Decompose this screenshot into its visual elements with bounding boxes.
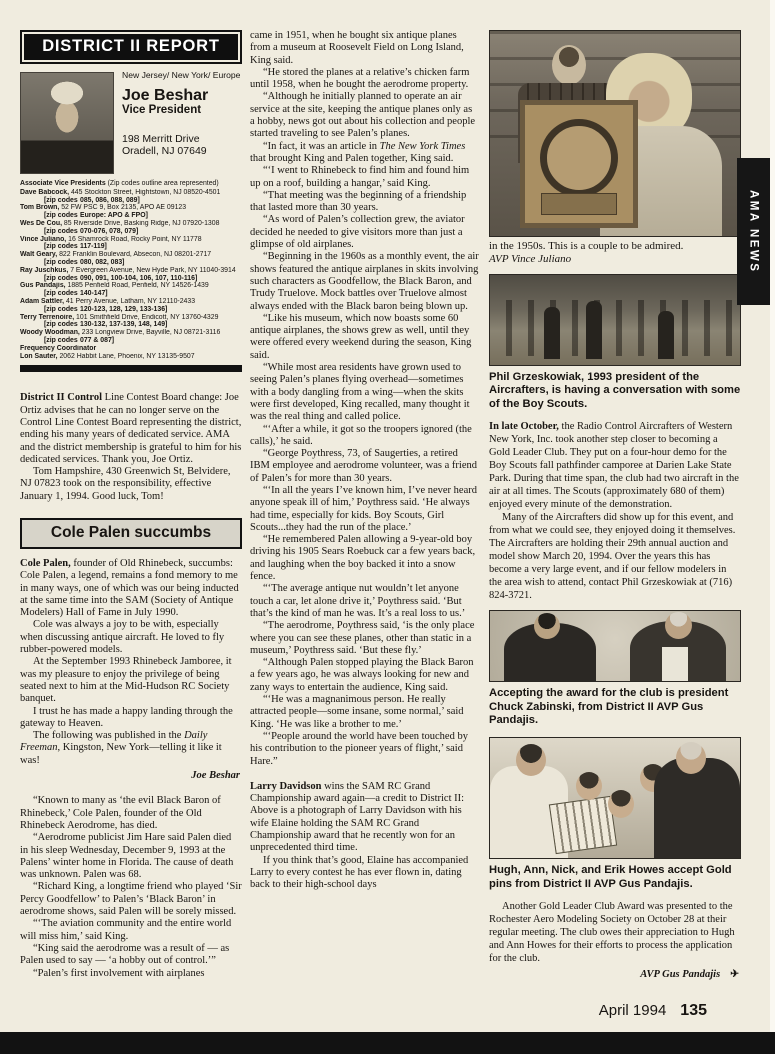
district-report-banner — [20, 30, 242, 64]
award-plaque — [520, 100, 638, 228]
frequency-coordinator-entry — [20, 353, 242, 361]
avp-entry: Walt Geary, 822 Franklin Boulevard, Absecon, NJ 08201-2717 [zip codes 080, 082, 083] — [20, 251, 212, 266]
palen-header-label: Cole Palen succumbs — [50, 524, 212, 541]
paragraph: “Like his museum, which now boasts some 60 antique airplanes, the shows grew as well, until they were offered every weekend during the season, King said. — [250, 312, 472, 361]
paragraph: “‘People around the world have been touched by his contribution to the pioneer years of flight,’ said Hare.” — [250, 730, 468, 767]
paragraph: came in 1951, when he bought six antique planes from a museum at Roosevelt Field on Long Island, King said. — [250, 30, 464, 66]
caption-davidson-couple — [489, 240, 741, 266]
avp-entry: Terry Terrenoire, 101 Smithfield Drive, Endicott, NY 13760-4329 [zip codes 130-132, 137-139, 148, 149] — [20, 313, 219, 329]
officer-info — [122, 70, 242, 157]
palen-section-header — [20, 518, 242, 549]
byline-text: AVP Gus Pandajis — [640, 969, 721, 981]
palen-story-continued — [250, 30, 479, 768]
paragraph: I trust he has made a happy landing through the gateway to Heaven. — [20, 705, 233, 729]
photo-shape — [586, 301, 602, 359]
paragraph: “King said the aerodrome was a result of — as Palen used to say — ‘a hobby out of control.’” — [20, 942, 230, 967]
region-label: New Jersey/ New York/ Europe — [122, 70, 241, 80]
paragraph: “Although he initially planned to operate an air service at the site, keeping the antique planes only as a hobby, news got out about his collection and people started traveling to see Palen’s planes. — [250, 91, 476, 140]
paragraph: Cole Palen, founder of Old Rhinebeck, succumbs: Cole Palen, a legend, remains a fond memory to me in many ways, one of which was our being inducted at the same time into the SAM (Society of Antique Modelers) Hall of Fame in July 1990. — [20, 558, 239, 619]
photo-shape — [658, 311, 674, 359]
airplane-icon: ✈ — [730, 969, 739, 981]
palen-section — [20, 558, 242, 980]
photo-shape — [552, 45, 586, 85]
footer-page-number: 135 — [680, 1002, 707, 1019]
paragraph: “He stored the planes at a relative’s chicken farm until 1958, when he bought the aerodrome property. — [250, 66, 470, 91]
avp-heading — [20, 180, 242, 188]
paragraph: “That meeting was the beginning of a friendship that lasted more than 30 years. — [250, 189, 467, 214]
paragraph: “George Poythress, 73, of Saugerties, a retired IBM employee and aerodrome volunteer, was a friend of Palen’s for more than 30 years. — [250, 448, 477, 484]
paragraph: “The aerodrome, Poythress said, ‘is the only place where you can see these planes, other than static in a museum,’ Poythress said. ‘But these fly.’ — [250, 620, 475, 656]
officer-title: Vice President — [122, 104, 202, 116]
paragraph: “Although Palen stopped playing the Black Baron a few years ago, he was always looking for new and zany ways to entertain the audience, King said. — [250, 657, 474, 693]
davidson-section — [250, 781, 479, 892]
paragraph: Another Gold Leader Club Award was presented to the Rochester Aero Modeling Society on October 28 at their regular meeting. The club owes their appreciation to Hugh and Ann Howes for their efforts to process the application for the club. — [489, 901, 735, 965]
ama-news-tab — [737, 158, 770, 305]
paragraph: District II Control Line Contest Board change: Joe Ortiz advises that he can no longer serve on the Control Line Contest Board representing the district, ending his many years of dedicated service. AMA and the district membership is grateful to him for his dedicated services. Thank you, Joe Ortiz. — [20, 392, 242, 465]
photo-davidson-couple — [489, 30, 741, 237]
control-line-section — [20, 392, 242, 503]
photo-shape — [490, 300, 740, 356]
avp-entry: Dave Babcock, 445 Stockton Street, Hightstown, NJ 08520-4501 [zip codes 085, 086, 088, 089] — [20, 188, 221, 204]
paragraph: “Palen’s first involvement with airplanes — [33, 967, 205, 979]
paragraph: “‘In all the years I’ve known him, I’ve never heard anyone speak ill of him,’ Poythress said. ‘He always had time, especially for kids. Boy Scouts, Girl Scouts...they had the run of the place.’ — [250, 484, 477, 533]
paragraph: “As word of Palen’s collection grew, the aviator decided he needed to give visitors more than just a glimpse of old airplanes. — [250, 214, 465, 251]
photo-zabinski-award — [489, 610, 741, 682]
officer-block — [20, 70, 242, 174]
avp-entry: Adam Sattler, 41 Perry Avenue, Latham, NY 12110-2433 [zip codes 120-123, 128, 129, 133-136] — [20, 297, 196, 313]
paragraph: “‘The average antique nut wouldn’t let anyone touch a car, let alone drive it,’ Poythress said. ‘But that’s the kind of man he was. It’s a real loss to us.’ — [250, 583, 466, 619]
paragraph: “‘He was a magnanimous person. He really attracted people—some insane, some normal,’ said King. ‘He was like a brother to me.’ — [250, 694, 464, 730]
freq-address: 2062 Habbit Lane, Phoenix, NY 13135-9507 — [59, 352, 195, 360]
page-footer — [489, 1002, 707, 1020]
freq-name: Lon Sauter, — [20, 352, 58, 360]
avp-entries — [20, 189, 242, 345]
freq-heading-bold: Frequency Coordinator — [20, 344, 97, 352]
ama-news-label: AMA NEWS — [747, 189, 760, 274]
paragraph: “Aerodrome publicist Jim Hare said Palen died in his sleep Wednesday, December 9, 1993 at the Palens’ winter home in Florida. The cause of death was unknown. Palen was 68. — [20, 832, 234, 881]
scan-bottom-bar — [0, 1032, 775, 1054]
photo-shape — [608, 790, 634, 818]
page-title: DISTRICT II REPORT — [24, 34, 238, 60]
divider-bar — [20, 365, 242, 372]
paragraph: Cole was always a joy to be with, especially when discussing antique aircraft. He loved to fly rubber-powered models. — [20, 619, 225, 656]
avp-entry: Wes De Cou, 85 Riverside Drive, Basking Ridge, NJ 07920-1308 [zip codes 070-076, 078, 079] — [20, 219, 220, 235]
caption-text: in the 1950s. This is a couple to be admired. — [489, 240, 684, 252]
frequency-coordinator-heading — [20, 345, 242, 353]
avp-entry: Tom Brown, 52 FW PSC 9, Box 2135, APO AE 09123 [zip codes Europe: APO & FPO] — [20, 204, 187, 220]
caption-grzeskowiak: Phil Grzeskowiak, 1993 president of the Aircrafters, is having a conversation with some of the Boy Scouts. — [489, 371, 741, 410]
footer-date: April 1994 — [598, 1002, 667, 1019]
paragraph: At the September 1993 Rhinebeck Jamboree, it was my pleasure to enjoy the privilege of being seated next to him at the Mid-Hudson RC Society banquet. — [20, 656, 232, 705]
paragraph: If you think that’s good, Elaine has accompanied Larry to every contest he has ever flown in, dating back to their high-school days — [250, 854, 469, 891]
paragraph: “Beginning in the 1960s as a monthly event, the air shows featured the antique airplanes in skits involving such characters as Goodfellow, the Black Baron, and Trudy Truelove. Mock battles over Truelove almost always ended with the Black baron being blown up. — [250, 251, 479, 312]
photo-shape — [541, 193, 617, 215]
avp-entry: Vince Juliano, 16 Shamrock Road, Rocky Point, NY 11778 [zip codes 117-119] — [20, 235, 202, 251]
pandajis-byline — [489, 968, 739, 981]
paragraph: “He remembered Palen allowing a 9-year-old boy driving his 1905 Sears Roebuck car a few years back, and laughing when the boy backed it into a snow fence. — [250, 534, 476, 583]
middle-column — [250, 30, 479, 891]
joe-beshar-portrait — [20, 72, 114, 174]
avp-heading-bold: Associate Vice Presidents — [20, 180, 106, 187]
rochester-section — [489, 900, 741, 965]
caption-byline: AVP Vince Juliano — [489, 253, 572, 265]
photo-shape — [654, 758, 740, 858]
avp-heading-note: (Zip codes outline area represented) — [105, 180, 219, 187]
photo-shape — [544, 307, 560, 359]
paragraph: Tom Hampshire, 430 Greenwich St, Belvidere, NJ 07823 took on the responsibility, effective January 1, 1994. Good luck, Tom! — [20, 466, 231, 502]
photo-boy-scouts-demo — [489, 274, 741, 366]
photo-shape — [540, 119, 618, 197]
page-edge — [770, 0, 775, 1054]
avp-entry: Woody Woodman, 233 Longview Drive, Bayville, NJ 08721-3116 [zip codes 077 & 087] — [20, 329, 221, 344]
photo-shape — [576, 772, 602, 800]
associate-vp-list — [20, 180, 242, 360]
left-column — [20, 30, 242, 980]
avp-entry: Ray Juschkus, 7 Evergreen Avenue, New Hyde Park, NY 11040-3914 [zip codes 090, 091, 100-104, 106, 107, 110-116] — [20, 266, 236, 282]
paragraph: “Known to many as ‘the evil Black Baron of Rhinebeck,’ Cole Palen, founder of the Old Rhinebeck Aerodrome, has died. — [20, 795, 221, 831]
photo-howes-family — [489, 737, 741, 859]
paragraph: The following was published in the Daily Freeman, Kingston, New York—telling it like it was! — [20, 730, 222, 766]
paragraph: Joe Beshar — [191, 770, 240, 782]
caption-zabinski: Accepting the award for the club is president Chuck Zabinski, from District II AVP Gus Pandajis. — [489, 687, 729, 727]
photo-shape — [662, 647, 688, 681]
paragraph: “‘The aviation community and the entire world will miss him,’ said King. — [20, 918, 232, 942]
officer-address-line1: 198 Merritt Drive — [122, 133, 200, 145]
paragraph: Larry Davidson wins the SAM RC Grand Championship award again—a credit to District II: Above is a photograph of Larry Davidson with his wife Elaine holding the SAM RC Grand Championship award that he recently won for an unprecedented third time. — [250, 780, 465, 854]
paragraph: “‘After a while, it got so the troopers ignored (the calls),’ he said. — [250, 423, 472, 447]
gold-leader-section — [489, 420, 741, 602]
paragraph: “‘I went to Rhinebeck to find him and found him up on a roof, building a hangar,’ said King. — [250, 165, 470, 189]
right-column — [489, 30, 741, 981]
paragraph: “While most area residents have grown used to seeing Palen’s planes flying overhead—sometimes with a body dangling from a wing—when the skits were first developed, King recalled, many thought it was the real thing and called police. — [250, 362, 470, 423]
caption-howes: Hugh, Ann, Nick, and Erik Howes accept Gold pins from District II AVP Gus Pandajis. — [489, 864, 732, 890]
officer-address-line2: Oradell, NJ 07649 — [122, 145, 207, 157]
gold-pins-card — [549, 796, 617, 854]
paragraph: In late October, the Radio Control Aircrafters of Western New York, Inc. took another step closer to becoming a Gold Leader Club. They put on a four-hour demo for the Boy Scouts fall pathfinder camporee at Darien Lake State Park. During that time span, the club had two aircraft in the air at all times. The Scouts (approximately 680 of them) enjoyed every minute of the demonstration. — [489, 421, 739, 511]
officer-name: Joe Beshar — [122, 87, 209, 104]
paragraph: “Richard King, a longtime friend who played ‘Sir Percy Goodfellow’ to Palen’s ‘Black Baron’ in aerodrome shows, said Palen will be sorely missed. — [20, 881, 242, 918]
paragraph: “In fact, it was an article in The New York Times that brought King and Palen together, King said. — [250, 140, 466, 164]
avp-entry: Gus Pandajis, 1885 Penfield Road, Penfield, NY 14526-1439 [zip codes 140-147] — [20, 282, 209, 298]
paragraph: Many of the Aircrafters did show up for this event, and from what we could see, they enjoyed doing it themselves. The Aircrafters are holding their 29th annual auction and model show March 20, 1994. Over the years this has become a very large event, and if our fellow modelers in the area wish to attend, contact Phil Grzeskowiak at (716) 824-3721. — [489, 512, 736, 602]
